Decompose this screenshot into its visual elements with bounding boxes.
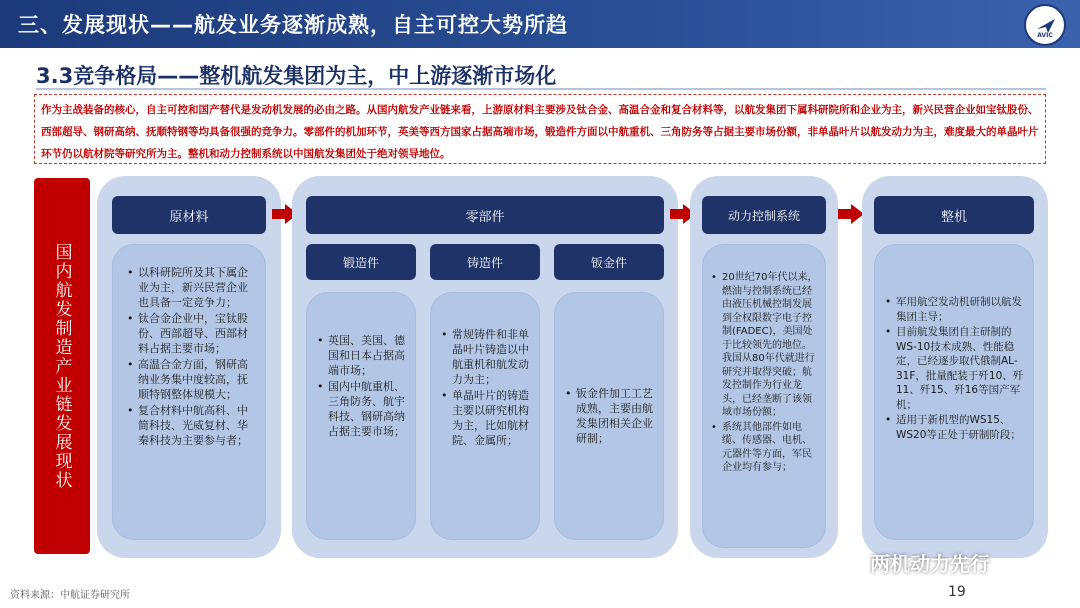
engine-item-3: • 适用于新机型的WS15、WS20等正处于研制阶段； (885, 413, 1025, 442)
flow-arrow-3-stem (838, 209, 852, 219)
side-label: 国内航发制造产业链发展现状 (51, 242, 72, 490)
intro-box (34, 94, 1046, 164)
casting-header: 铸造件 (430, 244, 540, 280)
intro-text: 作为主战装备的核心，自主可控和国产替代是发动机发展的必由之路。从国内航发产业链来看，上游原材料主要涉及钛合金、高温合金和复合材料等，以航发集团下属科研院所和企业为主，新兴民营企业如宝钛股份、西部超导、钢研高纳、抚顺特钢等均具备很强的竞争力。零部件的机加环节，英美等西方国家占据高端市场，锻造件方面以中航重机、三角防务等占据主要市场份额，非单晶叶片以航发动力为主，难度最大的单晶叶片环节仍以航材院等研究所为主。整机和动力控制系统以中国航发集团处于绝对领导地位。 (41, 104, 1039, 160)
raw-materials-box (112, 244, 266, 540)
casting-item-1: • 常规铸件和非单晶叶片铸造以中航重机和航发动力为主； (441, 327, 531, 387)
engine-item-2: • 目前航发集团自主研制的WS-10技术成熟、性能稳定，已经逐步取代俄制AL-31F，批量配装于歼10、歼11、歼15、歼16等国产军机； (885, 325, 1025, 412)
flow-arrow-1-stem (272, 209, 286, 219)
raw-item-1: • 以科研院所及其下属企业为主，新兴民营企业也具备一定竞争力； (127, 265, 257, 310)
top-banner (0, 0, 1080, 48)
wechat-icon (836, 550, 866, 574)
forging-box (306, 292, 416, 540)
sheet-item-1: • 钣金件加工工艺成熟，主要由航发集团相关企业研制； (565, 386, 655, 446)
control-system-header: 动力控制系统 (702, 196, 826, 234)
forging-item-2: • 国内中航重机、三角防务、航宇科技、钢研高纳占据主要市场； (317, 379, 407, 439)
subtitle-divider (36, 88, 1046, 90)
raw-item-2: • 钛合金企业中，宝钛股份、西部超导、西部材料占据主要市场； (127, 311, 257, 356)
casting-box (430, 292, 540, 540)
forging-header: 锻造件 (306, 244, 416, 280)
engine-header: 整机 (874, 196, 1034, 234)
engine-item-1: • 军用航空发动机研制以航发集团主导； (885, 295, 1025, 324)
company-logo (1024, 4, 1066, 46)
control-item-1: • 20世纪70年代以来，燃油与控制系统已经由液压机械控制发展到全权限数字电子控制(FADEC)，美国处于比较领先的地位。我国从80年代就进行研究并取得突破；航发控制作为行业龙头，已经垄断了该领域市场份额； (711, 271, 819, 420)
watermark-text: 两机动力先行 (870, 552, 990, 576)
parts-header: 零部件 (306, 196, 664, 234)
sheet-metal-box (554, 292, 664, 540)
page-subtitle: 3.3竞争格局——整机航发集团为主，中上游逐渐市场化 (36, 64, 557, 88)
raw-item-3: • 高温合金方面，钢研高纳业务集中度较高，抚顺特钢整体规模大； (127, 357, 257, 402)
section-title: 三、发展现状——航发业务逐渐成熟，自主可控大势所趋 (18, 13, 568, 37)
forging-item-1: • 英国、美国、德国和日本占据高端市场； (317, 333, 407, 378)
side-label-box (34, 178, 90, 554)
engine-box (874, 244, 1034, 540)
control-system-box (702, 244, 826, 548)
page-number: 19 (948, 584, 966, 600)
control-item-2: • 系统其他部件如电缆、传感器、电机、元器件等方面，军民企业均有参与； (711, 421, 819, 475)
source-note: 资料来源：中航证券研究所 (10, 590, 130, 601)
sheet-metal-header: 钣金件 (554, 244, 664, 280)
flow-arrow-2-stem (670, 209, 684, 219)
casting-item-2: • 单晶叶片的铸造主要以研究机构为主，比如航材院、金属所； (441, 388, 531, 448)
raw-item-4: • 复合材料中航高科、中简科技、光威复材、华秦科技为主要参与者； (127, 403, 257, 448)
raw-materials-header: 原材料 (112, 196, 266, 234)
logo-text: AVIC (1037, 32, 1053, 39)
